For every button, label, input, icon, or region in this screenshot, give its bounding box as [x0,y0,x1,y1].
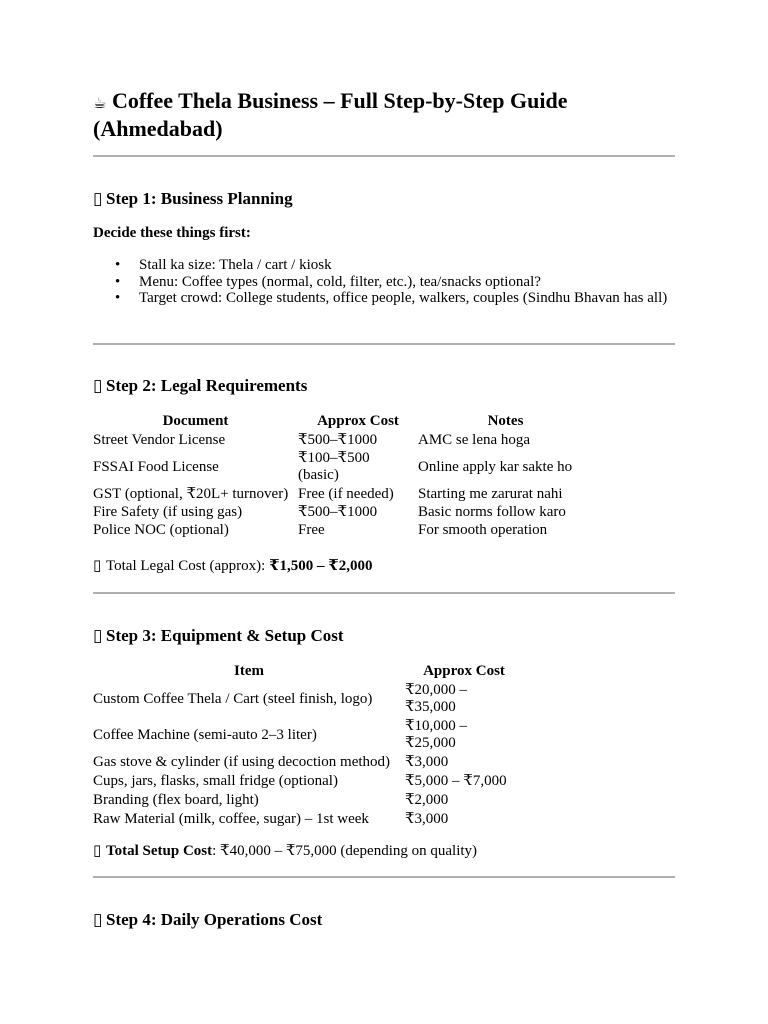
step1-subheading: Decide these things first: [93,225,251,241]
table-cell: AMC se lena hoga [418,431,531,448]
table-row [93,791,523,810]
table-cell: Branding (flex board, light) [93,792,259,808]
setup-total-label: Total Setup Cost [106,843,213,859]
column-header: Approx Cost [317,412,399,429]
table-cell: For smooth operation [418,521,548,538]
missing-glyph-icon: ▯ [93,189,103,208]
column-header: Notes [487,412,524,429]
missing-glyph-icon: ▯ [93,910,103,929]
table-cell: ₹500–₹1000 [298,431,378,448]
table-row [93,810,523,829]
table-cell: Online apply kar sakte ho [418,458,573,475]
missing-glyph-icon: ▯ [93,558,102,574]
table-cell: Basic norms follow karo [418,503,566,520]
setup-total [93,843,477,860]
table-row [93,431,593,449]
coffee-cup-icon: ☕ [93,94,107,112]
table-cell: ₹100–₹500 (basic) [298,450,370,483]
table-cell: ₹2,000 [405,792,449,808]
equipment-cost-table [93,661,523,829]
divider [93,155,675,157]
legal-total: ▯ Total Legal Cost (approx): ₹1,500 – ₹2,000 [93,558,373,574]
list-item: • Target crowd: College students, office people, walkers, couples (Sindhu Bhavan has all) [93,290,675,307]
table-cell: Starting me zarurat nahi [418,485,563,502]
table-cell: ₹20,000 – ₹35,000 [405,682,468,715]
table-row [93,717,523,753]
legal-requirements-table [93,411,593,539]
divider [93,343,675,345]
column-header: Document [162,412,229,429]
table-cell: Raw Material (milk, coffee, sugar) – 1st week [93,811,369,827]
table-cell: Free (if needed) [298,485,394,502]
divider [93,876,675,878]
table-cell: ₹10,000 – ₹25,000 [405,718,468,751]
table-cell: Fire Safety (if using gas) [93,503,243,520]
table-cell: Gas stove & cylinder (if using decoction method) [93,754,391,770]
table-cell: Coffee Machine (semi-auto 2–3 liter) [93,726,317,743]
column-header: Item [234,662,264,679]
table-header-row [93,661,523,681]
table-cell: ₹500–₹1000 [298,503,378,520]
table-cell: Street Vendor License [93,431,226,448]
table-cell: Cups, jars, flasks, small fridge (optional) [93,773,338,789]
divider [93,592,675,594]
page-title-text: Coffee Thela Business – Full Step-by-Step Guide (Ahmedabad) [93,88,568,141]
step4-heading: ▯ Step 4: Daily Operations Cost [93,910,323,929]
step1-heading: ▯ Step 1: Business Planning [93,189,293,208]
table-row [93,449,593,485]
table-cell: Free [298,521,325,538]
table-cell: Custom Coffee Thela / Cart (steel finish, logo) [93,690,373,707]
table-cell: ₹3,000 [405,811,449,827]
table-cell: FSSAI Food License [93,458,219,475]
setup-total-value: : ₹40,000 – ₹75,000 (depending on quality) [212,843,478,859]
table-row [93,772,523,791]
table-row [93,521,593,539]
step3-heading: ▯ Step 3: Equipment & Setup Cost [93,626,344,645]
page-title [93,88,693,142]
table-row [93,503,593,521]
table-row [93,485,593,503]
missing-glyph-icon: ▯ [93,376,103,395]
table-cell: ₹5,000 – ₹7,000 [405,773,507,789]
table-row [93,753,523,772]
missing-glyph-icon: ▯ [93,843,102,859]
table-cell: GST (optional, ₹20L+ turnover) [93,485,289,502]
column-header: Approx Cost [423,662,505,679]
list-item: • Stall ka size: Thela / cart / kiosk [93,257,675,274]
step1-list [93,257,675,307]
missing-glyph-icon: ▯ [93,626,103,645]
table-cell: Police NOC (optional) [93,521,229,538]
legal-total-value: ₹1,500 – ₹2,000 [269,558,373,574]
table-row [93,681,523,717]
table-header-row [93,411,593,431]
table-cell: ₹3,000 [405,754,449,770]
step2-heading: ▯ Step 2: Legal Requirements [93,376,308,395]
list-item: • Menu: Coffee types (normal, cold, filter, etc.), tea/snacks optional? [93,274,675,291]
